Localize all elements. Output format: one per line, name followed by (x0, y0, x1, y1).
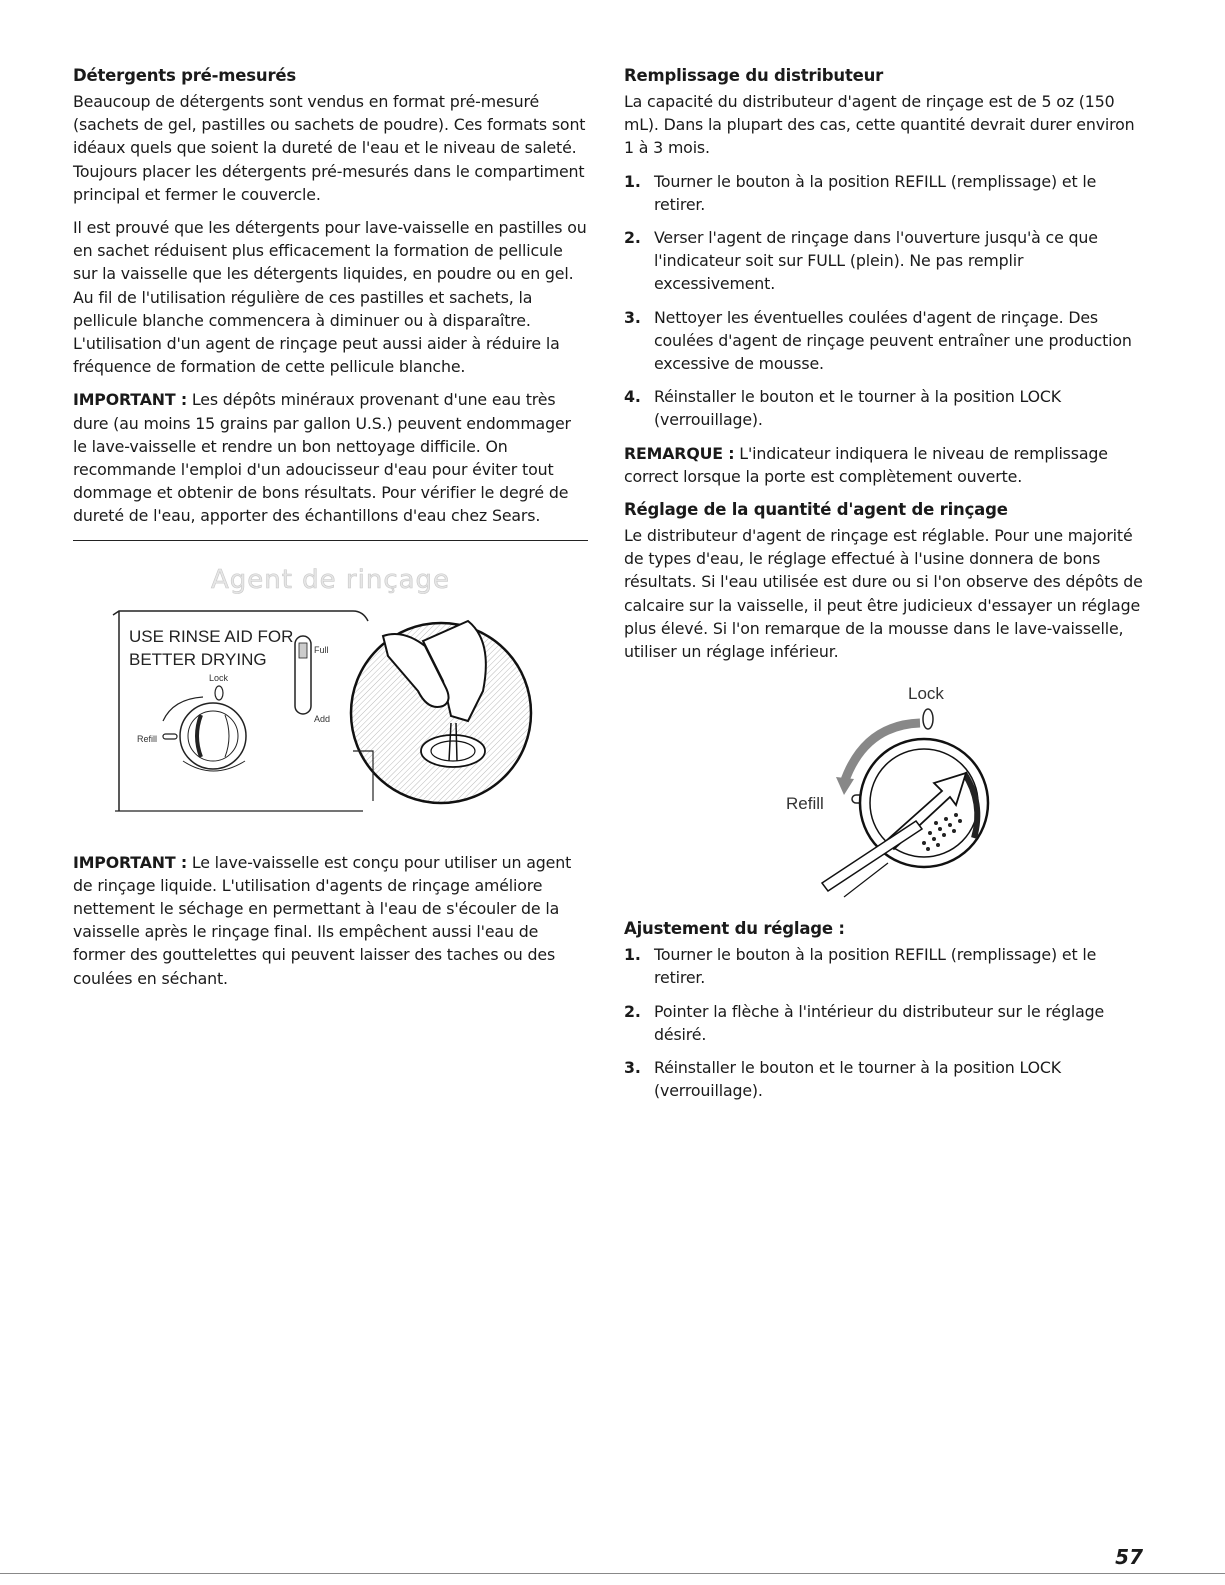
dial-figure (624, 673, 1144, 913)
paragraph-important-minerals (73, 388, 588, 527)
list-item: 2. Pointer la flèche à l'intérieur du distributeur sur le réglage désiré. (624, 1001, 1105, 1044)
filling-steps-list (624, 170, 1144, 432)
heading-filling-dispenser: Remplissage du distributeur (624, 66, 884, 85)
list-item: 3. Nettoyer les éventuelles coulées d'agent de rinçage. Des coulées d'agent de rinçage peuvent entraîner une production excessive de mousse. (624, 307, 1132, 374)
bottom-rule (0, 1573, 1225, 1574)
paragraph-premeasured: Beaucoup de détergents sont vendus en format pré-mesuré (sachets de gel, pastilles ou sachets de poudre). Ces formats sont idéaux quels que soient la dureté de l'eau et le niveau de saleté. Toujours placer les détergents pré-mesurés dans le compartiment principal et fermer le couvercle. (73, 92, 586, 204)
important-text: Les dépôts minéraux provenant d'une eau très dure (au moins 15 grains par gallon U.S.) peuvent endommager le lave-vaisselle et rendre un bon nettoyage difficile. On recommande l'emploi d'un adoucisseur d'eau pour éviter tout dommage et obtenir de bons résultats. Pour vérifier le degré de dureté de l'eau, apporter des échantillons d'eau chez Sears. (73, 390, 571, 526)
note-label: REMARQUE : (624, 443, 735, 463)
dial-setting-illustration (624, 673, 1144, 913)
important-label-2: IMPORTANT : (73, 852, 187, 872)
list-item: 3. Réinstaller le bouton et le tourner à la position LOCK (verrouillage). (624, 1058, 1061, 1101)
list-item: 1. Tourner le bouton à la position REFILL (remplissage) et le retirer. (624, 171, 1097, 214)
adjustment-steps-list (624, 943, 1144, 1102)
section-divider (73, 540, 588, 541)
dial-refill-label: Refill (786, 794, 824, 814)
important-text-2: Le lave-vaisselle est conçu pour utiliser un agent de rinçage liquide. L'utilisation d'agents de rinçage améliore nettement le séchage en permettant à l'eau de s'écouler de la vaisselle après le rinçage final. Ils empêchent aussi l'eau de former des gouttelettes qui peuvent laisser des taches ou des coulées en séchant. (73, 852, 572, 988)
paragraph-capacity: La capacité du distributeur d'agent de rinçage est de 5 oz (150 mL). Dans la plupart des cas, cette quantité devrait durer environ 1 à 3 mois. (624, 92, 1135, 158)
figure-title: Agent de rinçage (210, 564, 451, 595)
panel-refill-label: Refill (137, 733, 158, 744)
left-column (73, 64, 588, 1000)
paragraph-tablets: Il est prouvé que les détergents pour lave-vaisselle en pastilles ou en sachet réduisent plus efficacement la formation de pellicule sur la vaisselle que les détergents liquides, en poudre ou en gel. Au fil de l'utilisation régulière de ces pastilles et sachets, la pellicule blanche commencera à diminuer ou à disparaître. L'utilisation d'un agent de rinçage peut aussi aider à réduire la fréquence de formation de cette pellicule blanche. (73, 218, 587, 377)
rinse-aid-figure (73, 601, 588, 831)
list-item: 4. Réinstaller le bouton et le tourner à la position LOCK (verrouillage). (624, 387, 1061, 430)
indicator-add-label: Add (314, 713, 331, 724)
right-column (624, 64, 1144, 1112)
panel-lock-label: Lock (209, 672, 229, 683)
indicator-full-label: Full (314, 644, 329, 655)
list-item: 1. Tourner le bouton à la position REFILL (remplissage) et le retirer. (624, 945, 1097, 988)
heading-adjust-quantity: Réglage de la quantité d'agent de rinçage (624, 500, 1008, 520)
paragraph-important-rinse-aid (73, 851, 588, 990)
list-item: 2. Verser l'agent de rinçage dans l'ouverture jusqu'à ce que l'indicateur soit sur FULL (plein). Ne pas remplir excessivement. (624, 228, 1098, 294)
page-number: 57 (1115, 1545, 1143, 1569)
heading-adjustment: Ajustement du réglage : (624, 919, 845, 939)
panel-line1: USE RINSE AID FOR (129, 626, 294, 646)
note-text: L'indicateur indiquera le niveau de remplissage correct lorsque la porte est complètement ouverte. (624, 443, 1108, 486)
paragraph-note (624, 442, 1144, 488)
panel-line2: BETTER DRYING (129, 649, 267, 669)
important-label: IMPORTANT : (73, 390, 187, 410)
dial-lock-label: Lock (908, 684, 944, 704)
paragraph-adjustable: Le distributeur d'agent de rinçage est réglable. Pour une majorité de types d'eau, le réglage effectué à l'usine donnera de bons résultats. Si l'eau utilisée est dure ou si l'on observe des dépôts de calcaire sur la vaisselle, il peut être judicieux d'essayer un réglage plus élevé. Si l'on remarque de la mousse dans le lave-vaisselle, utiliser un réglage inférieur. (624, 526, 1143, 662)
rinse-aid-dispenser-illustration (73, 601, 588, 831)
heading-premeasured-detergents: Détergents pré-mesurés (73, 66, 296, 85)
